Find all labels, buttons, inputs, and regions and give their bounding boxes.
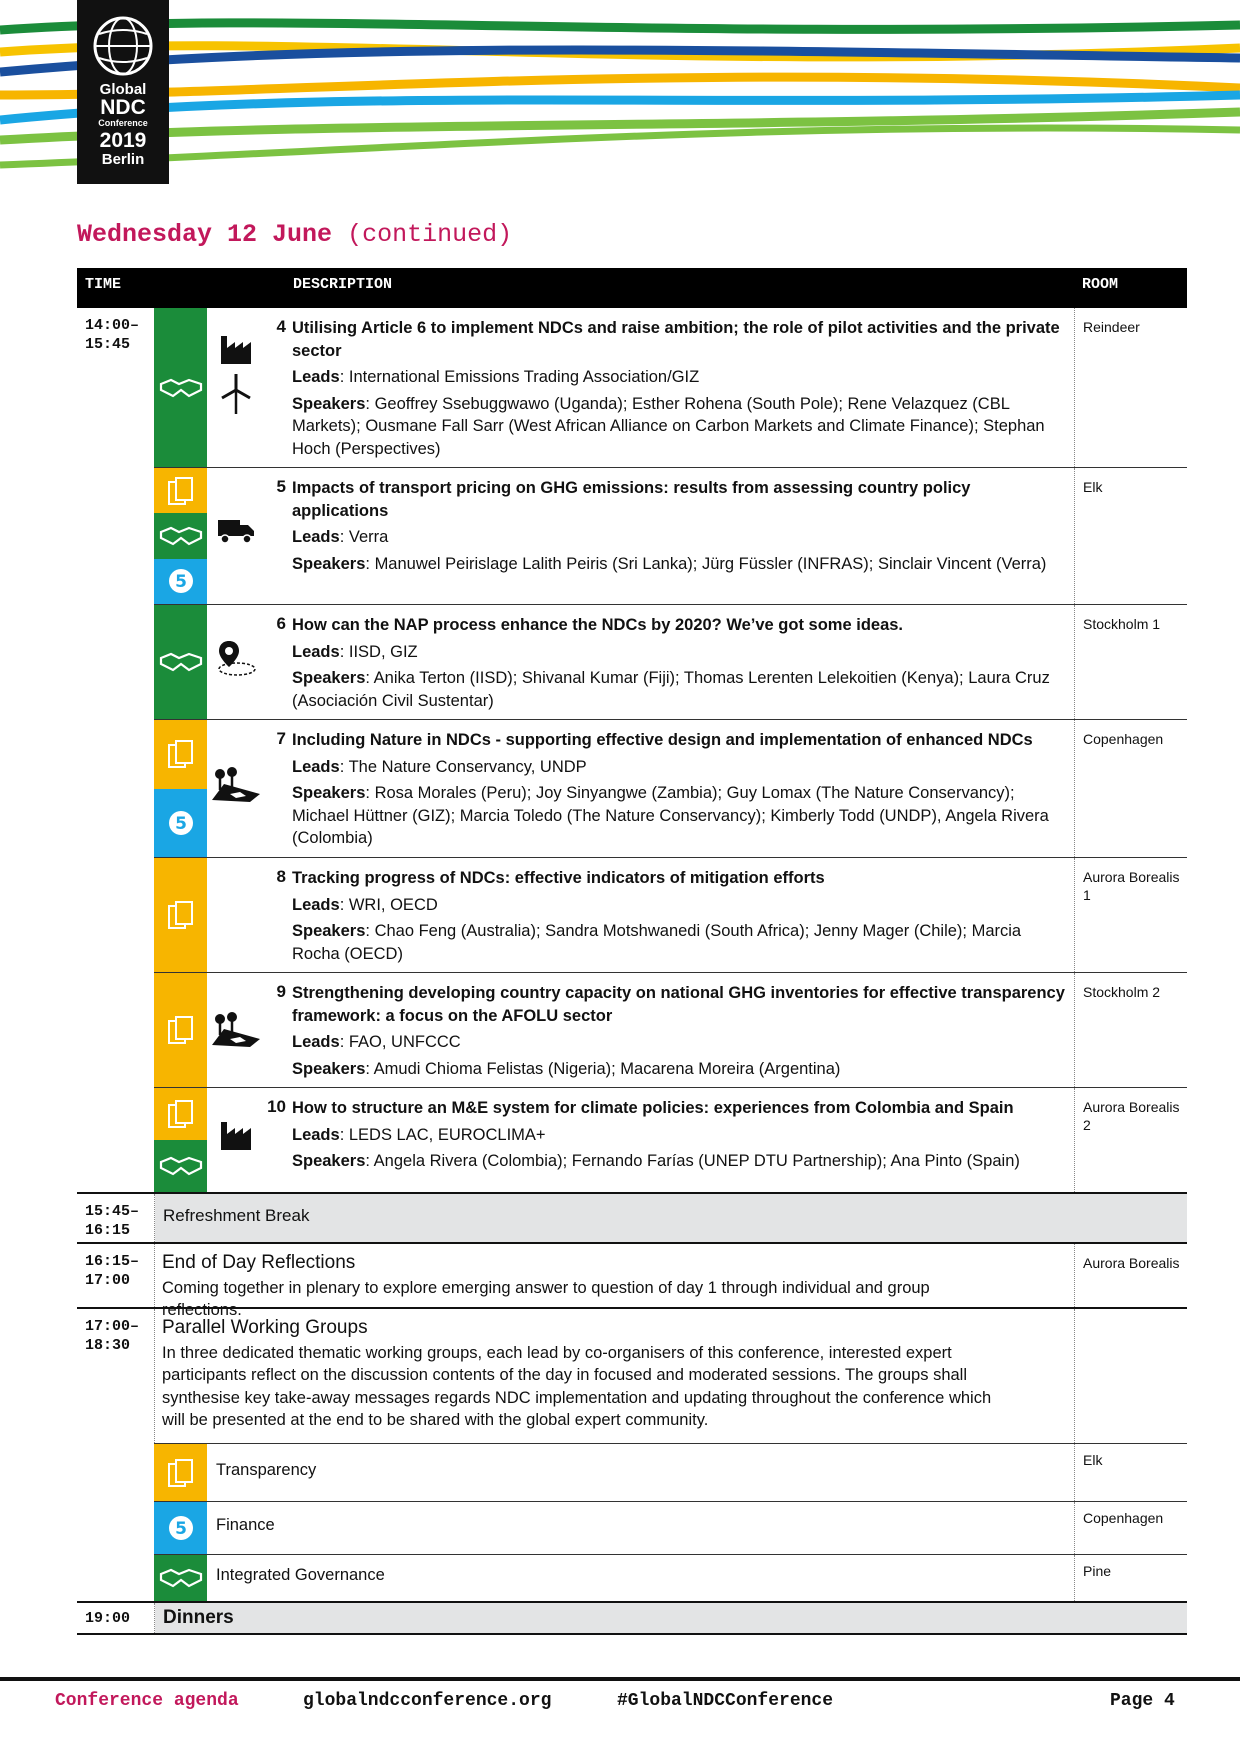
tag-column xyxy=(154,858,207,972)
session-row xyxy=(154,308,1187,468)
handshake-icon xyxy=(159,1566,203,1590)
leads-text: Verra xyxy=(348,528,389,546)
session-description: Including Nature in NDCs - supporting effective design and implementation of enhanced NDCs Leads: The Nature Conservancy, UNDP Speakers: Rosa Morales (Peru); Joy Sinyangwe (Zambia); Guy Lomax (The Nature Conservancy); Michael Hüttner (GIZ); Marcia Toledo (The Nature Conservancy); Kimberly Todd (UNDP), Angela Rivera (Colombia) xyxy=(292,720,1067,861)
topic-icons xyxy=(212,308,260,414)
speakers-text: Anika Terton (IISD); Shivanal Kumar (Fiji); Thomas Lerenten Lelekoitien (Kenya); Laura Cruz (Asociación Civil Sustentar) xyxy=(292,669,1050,710)
finance-tag xyxy=(154,1502,207,1554)
header-room: ROOM xyxy=(1082,276,1119,293)
session-description: How to structure an M&E system for climate policies: experiences from Colombia and Spain Leads: LEDS LAC, EUROCLIMA+ Speakers: Angela Rivera (Colombia); Fernando Farías (UNEP DTU Partnership); Ana Pinto (Spain) xyxy=(292,1088,1067,1184)
governance-tag xyxy=(154,1140,207,1192)
speakers-label: Speakers xyxy=(292,1152,366,1170)
session-number: 6 xyxy=(276,614,286,633)
session-description: How can the NAP process enhance the NDCs by 2020? We’ve got some ideas. Leads: IISD, GIZ Speakers: Anika Terton (IISD); Shivanal Kumar (Fiji); Thomas Lerenten Lelekoitien (Kenya); Laura Cruz (Asociación Civil Sustentar) xyxy=(292,605,1067,723)
handshake-icon xyxy=(159,524,203,548)
handshake-icon xyxy=(159,1154,203,1178)
governance-tag xyxy=(154,1555,207,1601)
transparency-tag xyxy=(154,720,207,789)
session-row xyxy=(154,720,1187,858)
session-number: 5 xyxy=(276,477,286,496)
transparency-tag xyxy=(154,973,207,1087)
working-group-row xyxy=(154,1501,1187,1554)
logo-line-1: Global xyxy=(99,81,147,98)
room-cell: Stockholm 1 xyxy=(1074,605,1187,719)
time-text: 15:45– 16:15 xyxy=(85,1203,140,1239)
tag-column xyxy=(154,720,207,857)
topic-icons xyxy=(212,973,260,1049)
header-time: TIME xyxy=(85,276,122,293)
agenda-table xyxy=(77,268,1187,1635)
speakers-label: Speakers xyxy=(292,784,366,802)
session-description: Impacts of transport pricing on GHG emissions: results from assessing country policy applications Leads: Verra Speakers: Manuwel Peirislage Lalith Peiris (Sri Lanka); Jürg Füssler (INFRAS); Sinclair Vincent (Verra) xyxy=(292,468,1067,586)
leads-label: Leads xyxy=(292,1033,340,1051)
session-title: How can the NAP process enhance the NDCs by 2020? We’ve got some ideas. xyxy=(292,616,904,634)
leads-text: WRI, OECD xyxy=(348,895,438,914)
wind-turbine-icon xyxy=(218,374,254,414)
documents-icon xyxy=(167,476,195,506)
session-title: Impacts of transport pricing on GHG emissions: results from assessing country policy applications xyxy=(292,479,971,520)
working-groups-text: In three dedicated thematic working groups, each lead by co-organisers of this conference, interested expert participants reflect on the discussion contents of the day in focused and moderated sessions. The groups shall synthesise key take-away messages regards NDC implementation and updating throughout the conference which will be presented at the end to be shared with the global expert community. xyxy=(162,1343,992,1429)
footer-website-link[interactable]: globalndcconference.org xyxy=(303,1691,552,1711)
tag-column xyxy=(154,308,207,467)
speakers-text: Amudi Chioma Felistas (Nigeria); Macarena Moreira (Argentina) xyxy=(373,1059,841,1078)
finance-tag xyxy=(154,559,207,604)
leads-label: Leads xyxy=(292,1125,340,1144)
globe-icon xyxy=(89,12,157,80)
handshake-icon xyxy=(159,376,203,400)
working-groups-description xyxy=(162,1309,992,1440)
session-description: Utilising Article 6 to implement NDCs and raise ambition; the role of pilot activities and the private sector Leads: International Emissions Trading Association/GIZ Speakers: Geoffrey Ssebuggwawo (Uganda); Esther Rohena (South Pole); Rene Velazquez (CBL Markets); Ousmane Fall Sarr (West African Alliance on Carbon Markets and Climate Finance); Stephan Hoch (Perspectives) xyxy=(292,308,1067,471)
leads-text: LEDS LAC, EUROCLIMA+ xyxy=(348,1125,546,1144)
transparency-tag xyxy=(154,1088,207,1140)
map-pin-icon xyxy=(215,639,257,677)
room-cell: Aurora Borealis 2 xyxy=(1074,1088,1187,1192)
table-header xyxy=(77,268,1187,308)
session-description: Tracking progress of NDCs: effective indicators of mitigation efforts Leads: WRI, OECD Speakers: Chao Feng (Australia); Sandra Motshwanedi (South Africa); Jenny Mager (Chile); Marcia Rocha (OECD) xyxy=(292,858,1067,976)
break-title: Refreshment Break xyxy=(163,1206,310,1225)
svg-text:5: 5 xyxy=(174,1519,187,1539)
session-title: How to structure an M&E system for climate policies: experiences from Colombia and Spain xyxy=(292,1099,1014,1117)
speakers-text: Angela Rivera (Colombia); Fernando Farías (UNEP DTU Partnership); Ana Pinto (Spain) xyxy=(373,1152,1020,1170)
page-title-day: Wednesday 12 June xyxy=(77,220,333,249)
speakers-text: Manuwel Peirislage Lalith Peiris (Sri Lanka); Jürg Füssler (INFRAS); Sinclair Vincent (Verra) xyxy=(374,554,1047,573)
page-title xyxy=(77,220,512,249)
documents-icon xyxy=(167,900,195,930)
working-group-row xyxy=(154,1443,1187,1501)
session-description: Strengthening developing country capacity on national GHG inventories for effective transparency framework: a focus on the AFOLU sector Leads: FAO, UNFCCC Speakers: Amudi Chioma Felistas (Nigeria); Macarena Moreira (Argentina) xyxy=(292,973,1067,1091)
nature-landscape-icon xyxy=(210,1009,262,1049)
session-number: 7 xyxy=(276,729,286,748)
time-cell xyxy=(77,1194,155,1242)
governance-tag xyxy=(154,308,207,467)
working-group-row xyxy=(154,1554,1187,1601)
room-cell: Pine xyxy=(1074,1555,1187,1601)
working-groups-intro xyxy=(77,1309,1187,1443)
session-row xyxy=(154,973,1187,1088)
leads-label: Leads xyxy=(292,895,340,914)
finance-coin-icon xyxy=(167,1514,195,1542)
working-groups-block xyxy=(77,1309,1187,1603)
room-cell: Aurora Borealis xyxy=(1074,1244,1187,1307)
topic-icons xyxy=(212,720,260,804)
footer-page-number: Page 4 xyxy=(1110,1691,1175,1711)
room-cell: Copenhagen xyxy=(1074,1502,1187,1554)
session-block xyxy=(77,308,1187,1194)
tag-column xyxy=(154,1088,207,1192)
time-text: 19:00 xyxy=(85,1610,131,1627)
svg-text:5: 5 xyxy=(174,813,187,834)
leads-label: Leads xyxy=(292,757,340,776)
leads-label: Leads xyxy=(292,642,340,661)
header-stripes xyxy=(0,0,1240,180)
topic-icons xyxy=(212,1088,260,1152)
working-groups-title: Parallel Working Groups xyxy=(162,1317,368,1338)
room-cell: Elk xyxy=(1074,468,1187,604)
documents-icon xyxy=(167,1015,195,1045)
session-title: Strengthening developing country capacity on national GHG inventories for effective transparency framework: a focus on the AFOLU sector xyxy=(292,984,1065,1025)
speakers-label: Speakers xyxy=(292,669,366,687)
session-number: 4 xyxy=(276,317,286,336)
page-title-suffix: (continued) xyxy=(347,220,513,249)
time-cell xyxy=(77,1603,155,1633)
logo-line-2: NDC xyxy=(100,96,146,119)
tag-column xyxy=(154,973,207,1087)
session-row xyxy=(154,605,1187,720)
time-text: 17:00– 18:30 xyxy=(85,1318,140,1354)
session-number: 8 xyxy=(276,867,286,886)
room-cell: Elk xyxy=(1074,1444,1187,1501)
transparency-tag xyxy=(154,858,207,972)
speakers-text: Geoffrey Ssebuggwawo (Uganda); Esther Rohena (South Pole); Rene Velazquez (CBL Markets); Ousmane Fall Sarr (West African Alliance on Carbon Markets and Climate Finance); Stephan Hoch (Perspectives) xyxy=(292,394,1045,458)
speakers-text: Rosa Morales (Peru); Joy Sinyangwe (Zambia); Guy Lomax (The Nature Conservancy); Michael Hüttner (GIZ); Marcia Toledo (The Nature Conservancy); Kimberly Todd (UNDP), Angela Rivera (Colombia) xyxy=(292,784,1049,847)
finance-coin-icon xyxy=(167,567,195,595)
truck-icon xyxy=(217,518,255,544)
leads-text: The Nature Conservancy, UNDP xyxy=(348,757,587,776)
leads-text: International Emissions Trading Association/GIZ xyxy=(348,368,700,386)
nature-landscape-icon xyxy=(210,764,262,804)
leads-text: FAO, UNFCCC xyxy=(348,1033,461,1051)
reflections-title: End of Day Reflections xyxy=(162,1252,356,1273)
handshake-icon xyxy=(159,650,203,674)
break-row xyxy=(77,1194,1187,1244)
factory-icon xyxy=(219,1118,253,1152)
session-title: Tracking progress of NDCs: effective indicators of mitigation efforts xyxy=(292,869,825,887)
room-cell: Stockholm 2 xyxy=(1074,973,1187,1087)
transparency-tag xyxy=(154,468,207,513)
session-title: Utilising Article 6 to implement NDCs and raise ambition; the role of pilot activities and the private sector xyxy=(292,319,1060,360)
time-cell xyxy=(77,1244,155,1307)
header-description: DESCRIPTION xyxy=(293,276,393,293)
logo-line-3: Conference xyxy=(98,118,148,128)
governance-tag xyxy=(154,513,207,558)
transparency-tag xyxy=(154,1444,207,1501)
dinners-background xyxy=(155,1603,1187,1633)
working-group-label: Finance xyxy=(216,1516,275,1534)
room-cell: Reindeer xyxy=(1074,308,1187,467)
tag-column xyxy=(154,468,207,604)
reflections-row xyxy=(77,1244,1187,1319)
logo-line-5: Berlin xyxy=(101,151,145,168)
speakers-label: Speakers xyxy=(292,554,366,573)
break-background xyxy=(155,1194,1187,1242)
session-number: 10 xyxy=(267,1097,286,1116)
room-cell: Copenhagen xyxy=(1074,720,1187,857)
working-group-label: Transparency xyxy=(216,1461,317,1479)
logo-line-4: 2019 xyxy=(99,129,147,152)
speakers-label: Speakers xyxy=(292,922,366,940)
session-row xyxy=(154,858,1187,973)
svg-text:5: 5 xyxy=(174,572,187,593)
room-cell: Aurora Borealis 1 xyxy=(1074,858,1187,972)
speakers-label: Speakers xyxy=(292,394,366,413)
session-title: Including Nature in NDCs - supporting effective design and implementation of enhanced NDCs xyxy=(292,731,1033,749)
reflections-text: Coming together in plenary to explore emerging answer to question of day 1 through individual and group reflections. xyxy=(162,1278,930,1319)
room-cell xyxy=(1074,1309,1187,1443)
topic-icons xyxy=(212,605,260,677)
leads-text: IISD, GIZ xyxy=(348,642,418,661)
session-row xyxy=(154,1088,1187,1192)
governance-tag xyxy=(154,605,207,719)
footer-left-label: Conference agenda xyxy=(55,1691,239,1711)
dinners-row xyxy=(77,1603,1187,1635)
documents-icon xyxy=(167,739,195,769)
working-group-label: Integrated Governance xyxy=(216,1566,385,1584)
finance-coin-icon xyxy=(167,809,195,837)
factory-icon xyxy=(219,332,253,366)
speakers-text: Chao Feng (Australia); Sandra Motshwanedi (South Africa); Jenny Mager (Chile); Marcia Rocha (OECD) xyxy=(292,922,1022,963)
time-text: 14:00– 15:45 xyxy=(85,317,140,353)
speakers-label: Speakers xyxy=(292,1059,366,1078)
footer-hashtag: #GlobalNDCConference xyxy=(617,1691,834,1711)
leads-label: Leads xyxy=(292,528,340,546)
session-row xyxy=(154,468,1187,605)
footer-divider xyxy=(0,1677,1240,1681)
conference-logo xyxy=(77,0,169,184)
time-text: 16:15– 17:00 xyxy=(85,1253,140,1289)
time-cell xyxy=(77,308,155,1192)
documents-icon xyxy=(167,1458,195,1488)
topic-icons xyxy=(212,468,260,544)
dinners-title: Dinners xyxy=(163,1607,234,1628)
tag-column xyxy=(154,605,207,719)
leads-label: Leads xyxy=(292,368,340,386)
documents-icon xyxy=(167,1099,195,1129)
finance-tag xyxy=(154,789,207,858)
session-number: 9 xyxy=(276,982,286,1001)
